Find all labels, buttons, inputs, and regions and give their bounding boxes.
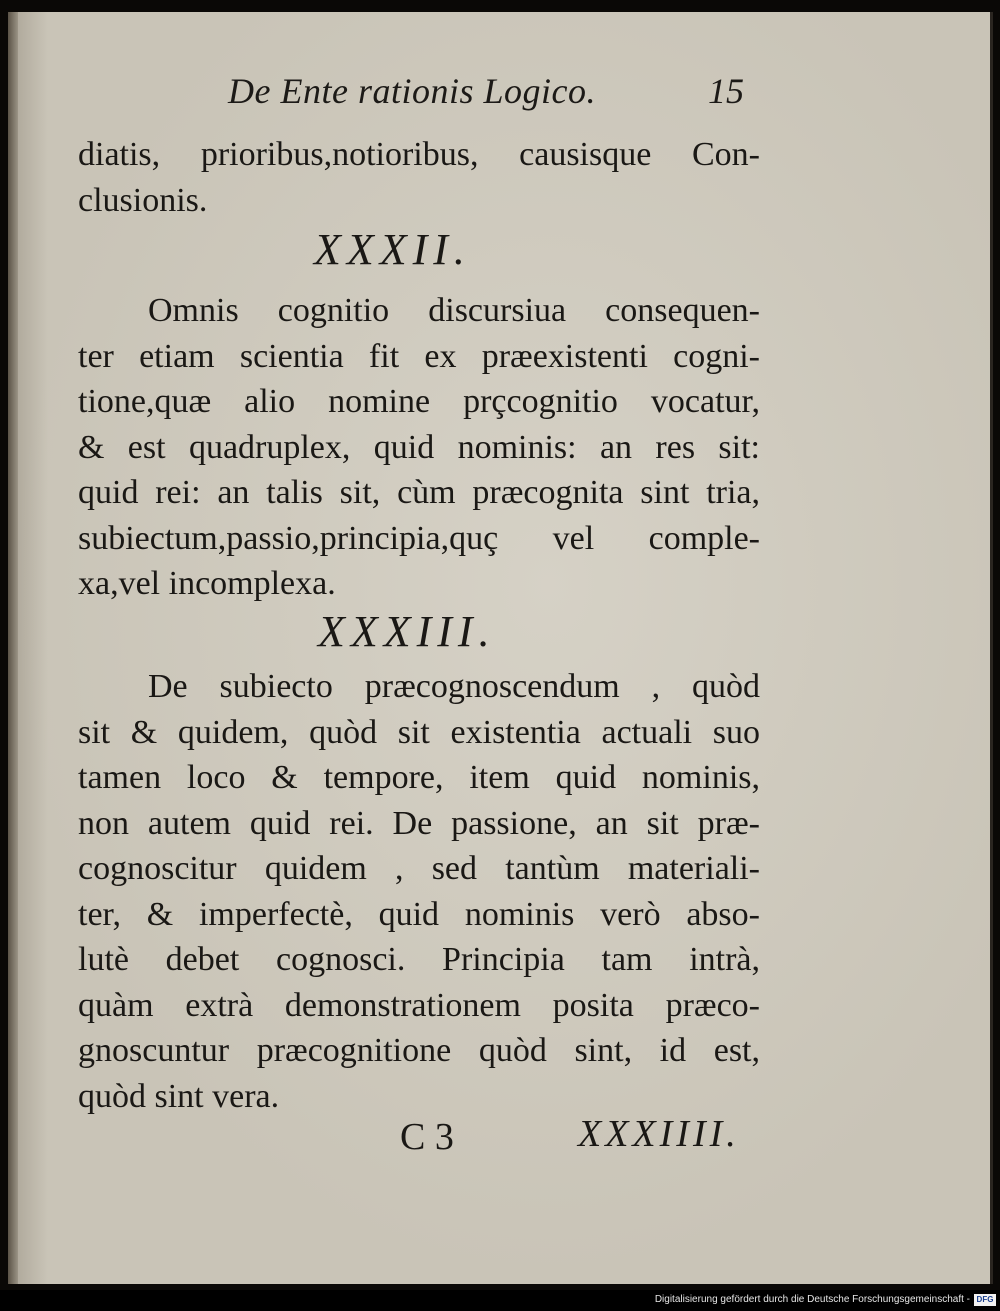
text-line: Omnis cognitio discursiua consequen-	[148, 292, 760, 329]
text-line: ter, & imperfectè, quid nominis verò abso-	[78, 895, 760, 933]
text-line: quàm extrà demonstrationem posita præco-	[78, 986, 760, 1024]
page-number: 15	[708, 71, 744, 111]
text-line: clusionis.	[78, 181, 208, 219]
signature-mark: C 3	[400, 1116, 454, 1158]
running-head: De Ente rationis Logico.	[228, 71, 596, 111]
intro-text	[78, 132, 760, 223]
section-heading-xxxii: XXXII.	[314, 225, 471, 274]
text-line: non autem quid rei. De passione, an sit præ-	[78, 804, 760, 842]
text-line: quid rei: an talis sit, cùm præcognita sint tria,	[78, 474, 760, 511]
page-gutter	[8, 12, 18, 1284]
text-line: ter etiam scientia fit ex præexistenti cogni-	[78, 337, 760, 375]
catchword: XXXIIII.	[578, 1113, 740, 1155]
text-line: tione,quæ alio nomine prçcognitio vocatur,	[78, 383, 760, 420]
text-line: quòd sint vera.	[78, 1077, 280, 1115]
dfg-logo-icon: DFG	[974, 1294, 996, 1306]
text-line: sit & quidem, quòd sit existentia actuali suo	[78, 713, 760, 751]
text-line: cognoscitur quidem , sed tantùm materiali-	[78, 850, 760, 887]
text-line: & est quadruplex, quid nominis: an res sit:	[78, 428, 760, 466]
section-body-xxxii	[78, 288, 760, 607]
text-line: xa,vel incomplexa.	[78, 565, 336, 602]
digitization-notice: Digitalisierung gefördert durch die Deutsche Forschungsgemeinschaft -	[654, 1294, 970, 1305]
section-heading-xxxiii: XXXIII.	[318, 607, 496, 656]
text-line: lutè debet cognosci. Principia tam intrà,	[78, 941, 760, 978]
text-line: subiectum,passio,principia,quç vel comple-	[78, 519, 760, 557]
text-line: De subiecto præcognoscendum , quòd	[148, 668, 760, 705]
section-body-xxxiii	[78, 664, 760, 1119]
text-line: diatis, prioribus,notioribus, causisque Con-	[78, 136, 760, 173]
text-line: tamen loco & tempore, item quid nominis,	[78, 759, 760, 796]
text-line: gnoscuntur præcognitione quòd sint, id est,	[78, 1032, 760, 1069]
